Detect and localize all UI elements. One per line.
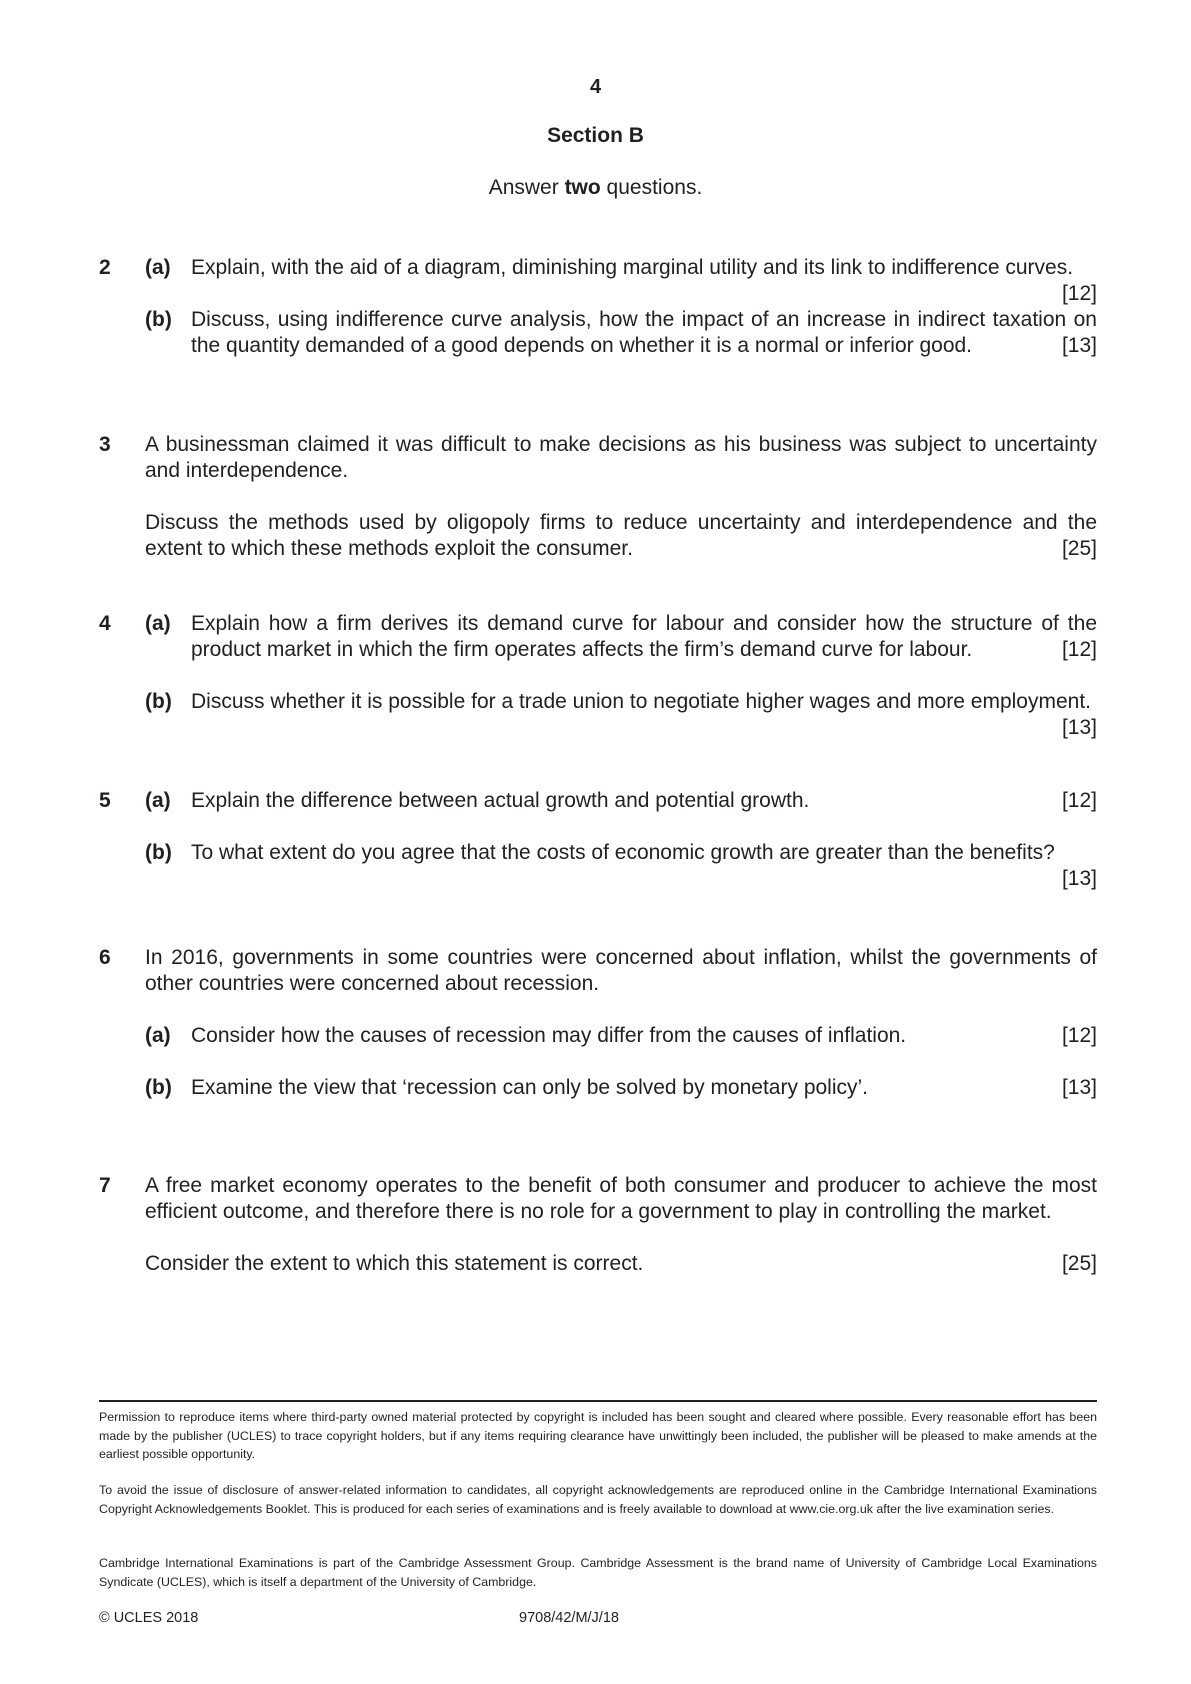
copyright: © UCLES 2018: [99, 1610, 199, 1626]
question-stem: In 2016, governments in some countries were concerned about inflation, whilst the governments of other countries were concerned about recession.: [145, 946, 1097, 995]
part-text: [191, 255, 1097, 305]
instruction-bold: two: [564, 176, 601, 199]
marks: [13]: [1061, 867, 1097, 890]
marks: [13]: [1061, 716, 1097, 739]
question-number: 4: [99, 612, 111, 635]
question-task: [145, 510, 1097, 562]
question-part: [145, 307, 1097, 359]
part-body: Explain, with the aid of a diagram, diminishing marginal utility and its link to indifference curves.: [191, 256, 1074, 279]
question-part: [145, 611, 1097, 663]
question-3: [99, 432, 1097, 562]
marks: [13]: [1061, 334, 1097, 357]
task-body: Discuss the methods used by oligopoly firms to reduce uncertainty and interdependence and the extent to which these methods exploit the consumer.: [145, 511, 1097, 560]
permission-notice: Permission to reproduce items where third-party owned material protected by copyright is included has been sought and cleared where possible. Every reasonable effort has been made by the publisher (UCLES) to trace copyright holders, but if any items requiring clearance have unwittingly been included, the publisher will be pleased to make amends at the earliest possible opportunity.: [99, 1410, 1097, 1461]
part-body: Examine the view that ‘recession can only be solved by monetary policy’.: [191, 1076, 869, 1099]
part-text: [191, 307, 1097, 359]
question-number: 5: [99, 789, 111, 812]
part-body: To what extent do you agree that the costs of economic growth are greater than the benefits?: [191, 841, 1055, 864]
question-7: [99, 1173, 1097, 1277]
question-part: [145, 1023, 1097, 1049]
part-text: [191, 689, 1097, 739]
part-label: (a): [145, 612, 171, 635]
part-label: (a): [145, 256, 171, 279]
part-text: [191, 611, 1097, 663]
part-body: Discuss, using indifference curve analysis, how the impact of an increase in indirect taxation on the quantity demanded of a good depends on whether it is a normal or inferior good.: [191, 308, 1097, 357]
instruction-post: questions.: [600, 176, 703, 199]
part-label: (b): [145, 690, 172, 713]
marks: [12]: [1061, 638, 1097, 661]
part-body: Consider how the causes of recession may differ from the causes of inflation.: [191, 1024, 907, 1047]
question-6: [99, 945, 1097, 1101]
question-number: 2: [99, 256, 111, 279]
part-body: Explain the difference between actual growth and potential growth.: [191, 789, 810, 812]
question-part: [145, 255, 1097, 305]
part-label: (b): [145, 1076, 172, 1099]
question-stem: A free market economy operates to the benefit of both consumer and producer to achieve the most efficient outcome, and therefore there is no role for a government to play in controlling the market.: [145, 1174, 1097, 1223]
marks: [12]: [1061, 789, 1097, 812]
part-body: Explain how a firm derives its demand curve for labour and consider how the structure of the product market in which the firm operates affects the firm’s demand curve for labour.: [191, 612, 1097, 661]
marks: [12]: [1061, 282, 1097, 305]
disclosure-notice: To avoid the issue of disclosure of answer-related information to candidates, all copyright acknowledgements are reproduced online in the Cambridge International Examinations Copyright Acknowledgements Booklet. This is produced for each series of examinations and is freely available to download at www.cie.org.uk after the live examination series.: [99, 1483, 1097, 1516]
part-label: (b): [145, 841, 172, 864]
cambridge-notice: Cambridge International Examinations is part of the Cambridge Assessment Group. Cambridge Assessment is the brand name of University of Cambridge Local Examinations Syndicate (UCLES), which is itself a department of the University of Cambridge.: [99, 1556, 1097, 1589]
part-label: (a): [145, 1024, 171, 1047]
question-5: [99, 788, 1097, 892]
question-4: [99, 611, 1097, 741]
part-text: [191, 1075, 1097, 1101]
part-text: [191, 840, 1097, 890]
question-number: 3: [99, 433, 111, 456]
paper-code: 9708/42/M/J/18: [519, 1610, 619, 1626]
instruction: [0, 176, 1191, 200]
question-part: [145, 1075, 1097, 1101]
instruction-pre: Answer: [488, 176, 565, 199]
task-body: Consider the extent to which this statement is correct.: [145, 1252, 644, 1275]
question-number: 7: [99, 1174, 111, 1197]
part-label: (a): [145, 789, 171, 812]
question-number: 6: [99, 946, 111, 969]
part-text: [191, 1023, 1097, 1049]
question-part: [145, 840, 1097, 890]
marks: [25]: [1061, 1252, 1097, 1275]
question-stem: A businessman claimed it was difficult to make decisions as his business was subject to uncertainty and interdependence.: [145, 433, 1097, 482]
page-number: 4: [589, 76, 602, 98]
footer-divider: [99, 1400, 1097, 1402]
part-text: [191, 788, 1097, 814]
question-part: [145, 788, 1097, 814]
question-2: [99, 255, 1097, 359]
question-task: [145, 1251, 1097, 1277]
marks: [12]: [1061, 1024, 1097, 1047]
section-title: Section B: [547, 124, 644, 147]
part-body: Discuss whether it is possible for a trade union to negotiate higher wages and more employment.: [191, 690, 1091, 713]
marks: [25]: [1061, 537, 1097, 560]
question-part: [145, 689, 1097, 739]
part-label: (b): [145, 308, 172, 331]
marks: [13]: [1061, 1076, 1097, 1099]
